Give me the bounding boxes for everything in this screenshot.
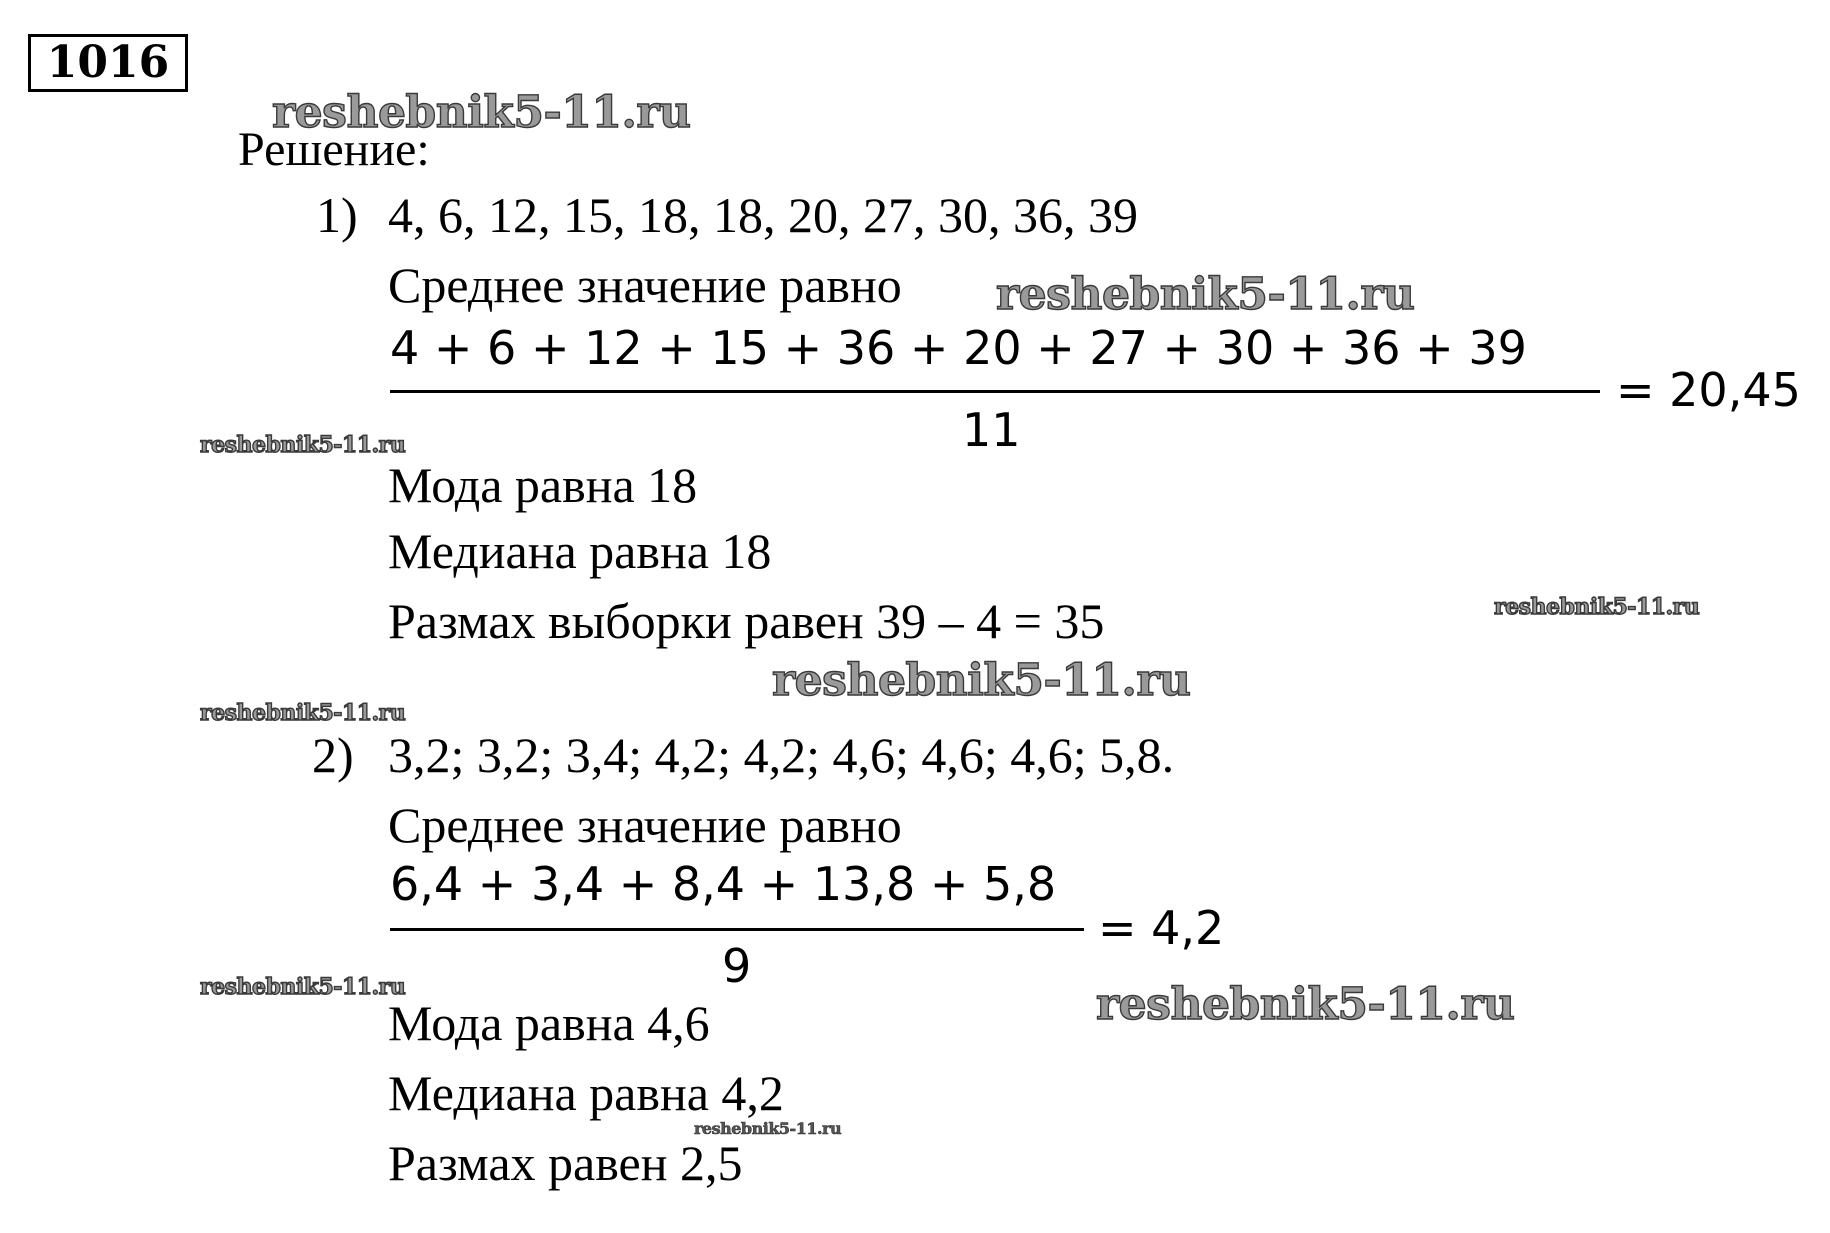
watermark: reshebnik5-11.ru — [200, 432, 406, 458]
watermark: reshebnik5-11.ru — [1096, 979, 1515, 1030]
part1-mode: Мода равна 18 — [388, 457, 698, 513]
part2-label: 2) — [312, 727, 354, 783]
problem-number-box: 1016 — [28, 34, 188, 92]
watermark: reshebnik5-11.ru — [200, 974, 406, 1000]
part1-label: 1) — [316, 187, 358, 243]
part1-median: Медиана равна 18 — [388, 523, 772, 579]
watermark: reshebnik5-11.ru — [200, 700, 406, 726]
part1-numerator: 4 + 6 + 12 + 15 + 36 + 20 + 27 + 30 + 36 + 39 — [390, 321, 1527, 375]
part2-fraction-line — [390, 928, 1084, 931]
watermark: reshebnik5-11.ru — [772, 655, 1191, 706]
solution-heading: Решение: — [238, 123, 430, 176]
part2-mode: Мода равна 4,6 — [388, 995, 710, 1051]
part2-mean-label: Среднее значение равно — [388, 797, 902, 853]
part2-range: Размах равен 2,5 — [388, 1135, 743, 1191]
part1-range: Размах выборки равен 39 – 4 = 35 — [388, 593, 1105, 649]
part1-data-line: 4, 6, 12, 15, 18, 18, 20, 27, 30, 36, 39 — [388, 187, 1138, 243]
part1-mean-label: Среднее значение равно — [388, 257, 902, 313]
part2-denominator: 9 — [722, 939, 752, 993]
part2-numerator: 6,4 + 3,4 + 8,4 + 13,8 + 5,8 — [390, 857, 1057, 911]
part2-median: Медиана равна 4,2 — [388, 1065, 784, 1121]
part1-denominator: 11 — [962, 403, 1021, 457]
watermark: reshebnik5-11.ru — [694, 1119, 842, 1138]
watermark: reshebnik5-11.ru — [1494, 594, 1700, 620]
part1-result: = 20,45 — [1616, 363, 1801, 417]
watermark: reshebnik5-11.ru — [996, 269, 1415, 320]
watermark: reshebnik5-11.ru — [272, 87, 691, 138]
part2-result: = 4,2 — [1098, 901, 1225, 955]
part2-data-line: 3,2; 3,2; 3,4; 4,2; 4,2; 4,6; 4,6; 4,6; 5,8. — [388, 727, 1175, 783]
part1-fraction-line — [390, 390, 1600, 393]
